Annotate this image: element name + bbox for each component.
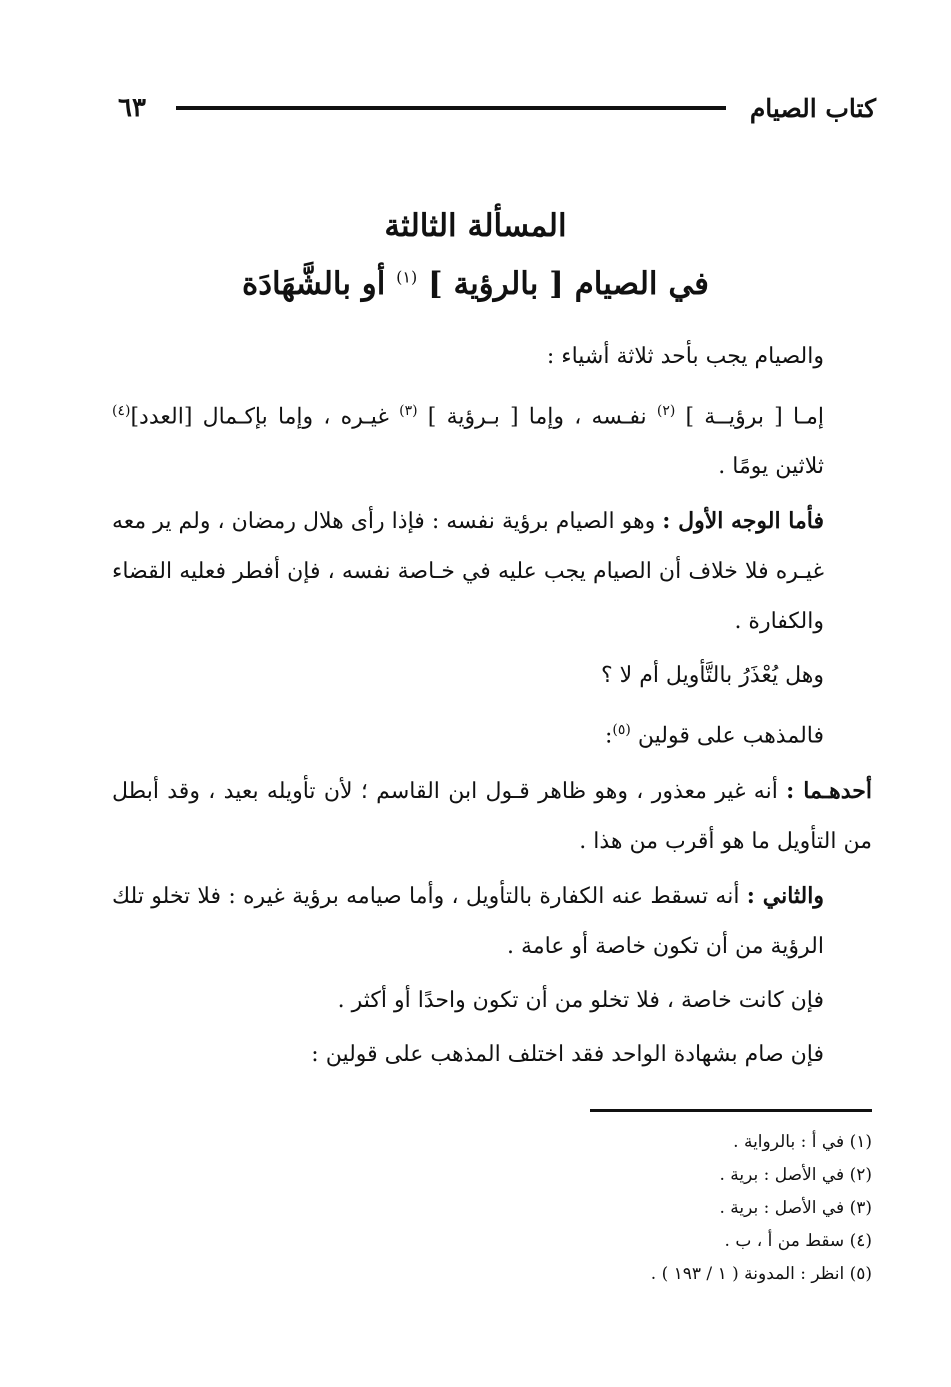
paragraph <box>112 1030 872 1080</box>
paragraph-text: أنه تسقط عنه الكفارة بالتأويل ، وأما صيامه برؤية غيره : فلا تخلو تلك الرؤية من أن تكون خاصة أو عامة . <box>112 883 824 959</box>
footnote-item: (٣) في الأصل : برية . <box>719 1198 872 1218</box>
paragraph-text: وهو الصيام برؤية نفسه : فإذا رأى هلال رمضان ، ولم ير معه غيـره فلا خلاف أن الصيام يجب عليه في خـاصة نفسه ، فإن أفطر فعليه القضاء والكفارة . <box>112 509 824 635</box>
footnote-ref: (٣) <box>399 403 418 419</box>
paragraph <box>112 871 872 972</box>
footnote-ref: (٤) <box>112 403 131 419</box>
footnote-item: (١) في أ : بالرواية . <box>733 1132 872 1152</box>
chapter-subtitle <box>0 266 951 302</box>
footnote-ref: (٥) <box>612 722 631 739</box>
paragraph-text: والصيام يجب بأحد ثلاثة أشياء : <box>546 344 824 369</box>
paragraph-text: وهل يُعْذَرُ بالتَّأويل أم لا ؟ <box>601 663 824 689</box>
paragraph-text: إمـا [ برؤيــة ] <box>685 404 825 430</box>
paragraph-text: غيـره ، وإما بإكـمال [العدد] <box>130 404 389 430</box>
paragraph-text: ثلاثين يومًا . <box>718 454 824 480</box>
paragraph <box>112 705 872 761</box>
paragraph <box>112 386 872 492</box>
subtitle-part2: أو بالشَّهَادَة <box>242 266 386 302</box>
running-title: كتاب الصيام <box>749 93 876 123</box>
footnote-item: (٢) في الأصل : برية . <box>719 1165 872 1185</box>
footnote-item: (٤) سقط من أ ، ب . <box>724 1231 872 1251</box>
paragraph-text: : <box>605 723 613 749</box>
paragraph <box>112 651 872 701</box>
paragraph-lead: والثاني : <box>746 882 824 909</box>
paragraph-text: نفـسه ، وإما [ بـرؤية ] <box>427 404 647 430</box>
paragraph-lead: فأما الوجه الأول : <box>662 508 825 535</box>
paragraph <box>112 332 872 382</box>
footnote-separator <box>590 1109 872 1112</box>
paragraph <box>112 496 872 647</box>
paragraph <box>112 976 872 1026</box>
paragraph-text: فالمذهب على قولين <box>637 723 824 749</box>
page-header <box>118 88 876 128</box>
chapter-title: المسألة الثالثة <box>384 208 567 244</box>
paragraph-text: أنه غير معذور ، وهو ظاهر قـول ابن القاسم ؛ لأن تأويله بعيد ، وقد أبطل من التأويل ما هو أقرب من هذا . <box>112 778 872 854</box>
footnote-ref: (٢) <box>656 403 676 419</box>
paragraph <box>112 766 872 867</box>
paragraph-text: فإن صام بشهادة الواحد فقد اختلف المذهب على قولين : <box>311 1041 824 1067</box>
body-text <box>112 332 872 1084</box>
footnote-ref: (١) <box>396 267 418 287</box>
footnotes <box>400 1126 872 1291</box>
header-rule <box>176 106 726 110</box>
paragraph-text: فإن كانت خاصة ، فلا تخلو من أن تكون واحدًا أو أكثر . <box>337 987 824 1013</box>
footnote-item: (٥) انظر : المدونة ( ١ / ١٩٣ ) . <box>650 1264 872 1284</box>
page-number: ٦٣ <box>118 93 146 123</box>
paragraph-lead: أحدهـما : <box>786 777 872 804</box>
subtitle-part1: في الصيام [ بالرؤية ] <box>428 266 709 302</box>
